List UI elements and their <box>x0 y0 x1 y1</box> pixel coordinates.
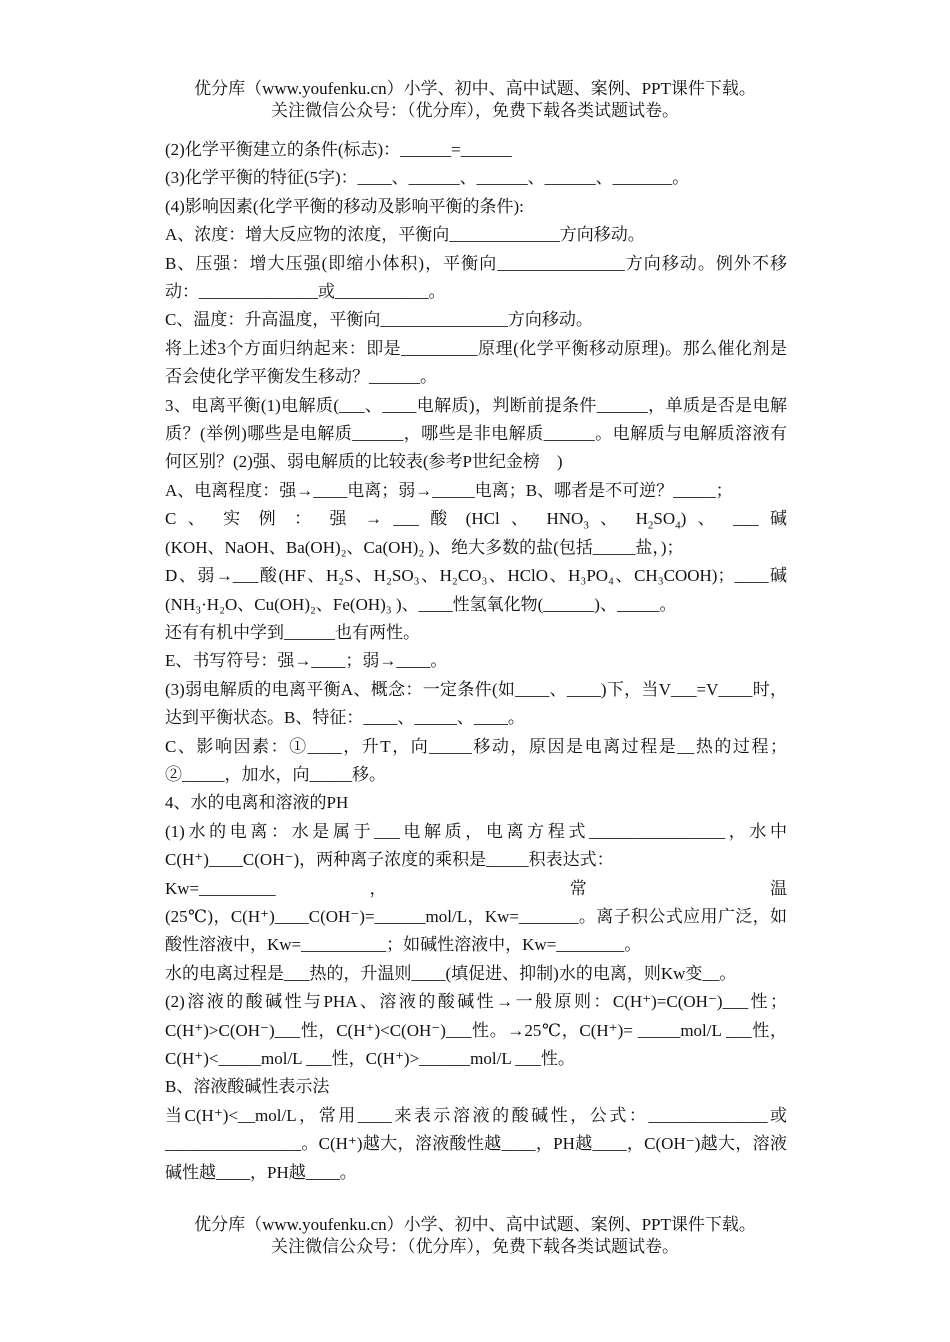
text-run: 、 H <box>588 509 648 529</box>
paragraph: (2)溶液的酸碱性与PHA、溶液的酸碱性→一般原则：C(H⁺)=C(OH⁻)___性；C(H⁺)>C(OH⁻)___性，C(H⁺)<C(OH⁻)___性。→25℃，C(H⁺)= _____mol/L ___性，C(H⁺)<_____mol/L ___性，C(H⁺)>______mol/L ___性。 <box>165 992 787 1068</box>
paragraph: 还有有机中学到______也有两性。 <box>165 622 420 642</box>
paragraph: B、压强：增大压强(即缩小体积)，平衡向_______________方向移动。例外不移动：______________或___________。 <box>165 253 787 302</box>
paragraph: E、书写符号：强→____；弱→____。 <box>165 651 448 671</box>
paragraph: B、溶液酸碱性表示法 <box>165 1077 330 1097</box>
paragraph-strong-examples <box>165 505 787 533</box>
text-run: ) 、 ___ 碱 <box>680 509 787 529</box>
paragraph: (KOH、NaOH、Ba(OH)₂、Ca(OH)₂ )、绝大多数的盐(包括_____盐，)； <box>165 537 684 557</box>
document-body <box>165 136 787 1187</box>
paragraph: (25℃)，C(H⁺)____C(OH⁻)=______mol/L，Kw=_______。离子积公式应用广泛，如酸性溶液中，Kw=__________；如碱性溶液中，Kw=________。 <box>165 906 787 955</box>
subscript: 3 <box>583 519 589 532</box>
subscript: 4 <box>675 519 681 532</box>
paragraph: (3)化学平衡的特征(5字)：____、______、______、______、_______。 <box>165 168 690 188</box>
subscript: 2 <box>647 519 654 532</box>
paragraph: (1)水的电离：水是属于___电解质，电离方程式________________，水中C(H⁺)____C(OH⁻)，两种离子浓度的乘积是_____积表达式： <box>165 821 787 870</box>
paragraph: C、影响因素：①____，升T，向_____移动，原因是电离过程是__热的过程；②_____，加水，向_____移。 <box>165 736 787 784</box>
paragraph: 当C(H⁺)<__mol/L，常用____来表示溶液的酸碱性，公式：______________或________________。C(H⁺)越大，溶液酸性越____，PH越____，C(OH⁻)越大，溶液碱性越____，PH越____。 <box>165 1105 787 1182</box>
paragraph: C、温度：升高温度，平衡向_______________方向移动。 <box>165 310 593 330</box>
paragraph: (4)影响因素(化学平衡的移动及影响平衡的条件): <box>165 196 524 216</box>
page-header <box>0 78 950 122</box>
paragraph: 将上述3个方面归纳起来：即是_________原理(化学平衡移动原理)。那么催化剂是否会使化学平衡发生移动？______。 <box>165 338 787 387</box>
paragraph: A、电离程度：强→____电离；弱→_____电离；B、哪者是不可逆？_____； <box>165 480 733 500</box>
text-run: C 、 实 例 ： 强 → ___ 酸 (HCl 、 HNO <box>165 509 584 529</box>
text-run: ， <box>369 878 476 898</box>
paragraph: (2)化学平衡建立的条件(标志)：______=______ <box>165 140 512 159</box>
text-run: 常 <box>569 878 677 898</box>
footer-line-1: 优分库（www.youfenku.cn）小学、初中、高中试题、案例、PPT课件下载。 <box>194 1215 756 1234</box>
paragraph: D、弱→___酸(HF、H₂S、H₂SO₃、H₂CO₃、HClO、H₃PO₄、CH₃COOH)；____碱(NH₃·H₂O、Cu(OH)₂、Fe(OH)₃ )、____性氢氧化物(______)、_____。 <box>165 566 787 614</box>
text-run: Kw=_________ <box>165 878 276 898</box>
paragraph: 3、电离平衡(1)电解质(___、____电解质)，判断前提条件______，单质是否是电解质？(举例)哪些是电解质______，哪些是非电解质______。电解质与电解质溶液有何区别？(2)强、弱电解质的比较表(参考P世纪金榜 ) <box>165 395 787 472</box>
text-run: SO <box>653 509 676 529</box>
paragraph: 4、水的电离和溶液的PH <box>165 793 349 813</box>
paragraph: A、浓度：增大反应物的浓度，平衡向_____________方向移动。 <box>165 225 645 245</box>
page-footer <box>0 1214 950 1258</box>
header-line-1: 优分库（www.youfenku.cn）小学、初中、高中试题、案例、PPT课件下载。 <box>194 79 756 98</box>
footer-line-2: 关注微信公众号：（优分库），免费下载各类试题试卷。 <box>271 1237 679 1256</box>
paragraph-kw <box>165 875 787 903</box>
header-line-2: 关注微信公众号：（优分库），免费下载各类试题试卷。 <box>271 101 679 120</box>
text-run: 温 <box>770 878 788 898</box>
paragraph: 水的电离过程是___热的，升温则____(填促进、抑制)水的电离，则Kw变__。 <box>165 963 737 983</box>
paragraph: (3)弱电解质的电离平衡A、概念：一定条件(如____、____)下，当V___=V____时，达到平衡状态。B、特征：____、_____、____。 <box>165 679 787 728</box>
